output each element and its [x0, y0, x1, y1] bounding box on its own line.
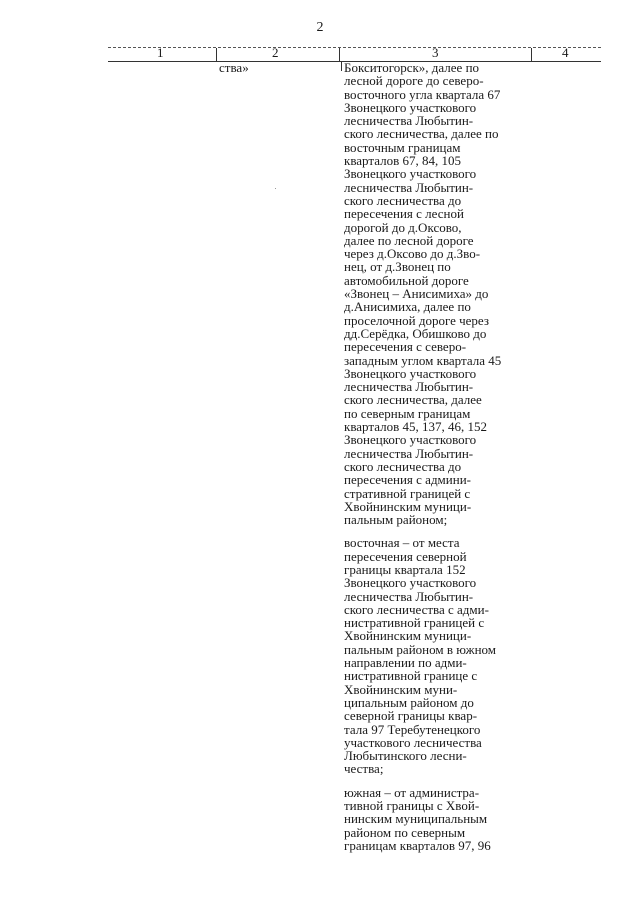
text-line: дд.Серёдка, Обишково до: [344, 325, 487, 341]
text-line: дорогой до д.Оксово,: [344, 219, 462, 235]
text-line: нинским муниципальным: [344, 811, 488, 827]
column-header-3: 3: [432, 45, 439, 60]
column-3-paragraph: [344, 536, 534, 775]
text-line: ского лесничества, далее: [344, 392, 482, 408]
column-header-4: 4: [562, 45, 569, 60]
text-line: кварталов 45, 137, 46, 152: [344, 419, 487, 435]
text-line: далее по лесной дороге: [344, 232, 474, 248]
text-line: ского лесничества, далее по: [344, 126, 499, 142]
text-line: границам кварталов 97, 96: [344, 837, 491, 853]
text-line: Любытинского лесни-: [344, 748, 467, 764]
column-3-paragraph: [344, 786, 534, 852]
text-line: лесничества Любытин-: [344, 179, 474, 195]
column-divider-2: [339, 48, 340, 61]
text-line: через д.Оксово до д.Зво-: [344, 246, 481, 262]
text-line: Хвойнинским муници-: [344, 628, 472, 644]
text-line: лесной дороге до северо-: [344, 73, 484, 89]
text-line: д.Анисимиха, далее по: [344, 299, 471, 315]
text-line: Звонецкого участкового: [344, 432, 477, 448]
text-line: пересечения северной: [344, 548, 467, 564]
text-line: Бокситогорск», далее по: [344, 60, 480, 75]
text-line: нистративной границей с: [344, 615, 485, 631]
text-line: Звонецкого участкового: [344, 365, 477, 381]
scan-speck: [275, 188, 276, 189]
column-3-paragraph: [344, 61, 534, 526]
text-line: Звонецкого участкового: [344, 575, 477, 591]
text-line: Хвойнинским муници-: [344, 498, 472, 514]
text-line: пересечения с админи-: [344, 472, 471, 488]
text-line: северной границы квар-: [344, 708, 478, 724]
column-divider-2-body: [341, 61, 342, 71]
text-line: пересечения с северо-: [344, 339, 467, 355]
text-line: «Звонец – Анисимиха» до: [344, 286, 489, 302]
text-line: нистративной границе с: [344, 668, 478, 684]
text-line: границы квартала 152: [344, 561, 466, 577]
text-line: лесничества Любытин-: [344, 588, 474, 604]
text-line: ского лесничества с адми-: [344, 601, 489, 617]
text-line: Звонецкого участкового: [344, 99, 477, 115]
text-line: пересечения с лесной: [344, 206, 464, 222]
text-line: чества;: [344, 761, 384, 777]
text-line: лесничества Любытин-: [344, 113, 474, 129]
column-header-2: 2: [272, 45, 279, 60]
text-line: восточным границам: [344, 139, 461, 155]
text-line: Звонецкого участкового: [344, 166, 477, 182]
text-line: западным углом квартала 45: [344, 352, 502, 368]
text-line: районом по северным: [344, 824, 466, 840]
text-line: лесничества Любытин-: [344, 445, 474, 461]
column-divider-3: [531, 48, 532, 61]
text-line: ского лесничества до: [344, 192, 462, 208]
text-line: восточного угла квартала 67: [344, 86, 501, 102]
text-line: Хвойнинским муни-: [344, 681, 458, 697]
text-line: кварталов 67, 84, 105: [344, 153, 461, 169]
text-line: по северным границам: [344, 405, 471, 421]
text-line: лесничества Любытин-: [344, 379, 474, 395]
text-line: тала 97 Теребутенецкого: [344, 721, 481, 737]
text-line: ского лесничества до: [344, 458, 462, 474]
text-line: нец, от д.Звонец по: [344, 259, 451, 275]
text-line: восточная – от места: [344, 535, 460, 551]
column-3-cell: [344, 61, 534, 862]
text-line: пальным районом;: [344, 512, 448, 528]
table-top-rule: [108, 47, 601, 48]
column-header-1: 1: [157, 45, 164, 60]
text-line: стративной границей с: [344, 485, 471, 501]
column-2-cell-text: ства»: [219, 60, 249, 75]
text-line: ципальным районом до: [344, 694, 474, 710]
text-line: пальным районом в южном: [344, 641, 497, 657]
text-line: южная – от администра-: [344, 784, 480, 800]
text-line: участкового лесничества: [344, 734, 482, 750]
text-line: проселочной дороге через: [344, 312, 489, 328]
column-divider-1: [216, 48, 217, 61]
text-line: направлении по адми-: [344, 655, 467, 671]
page-number: 2: [316, 20, 324, 35]
text-line: автомобильной дороге: [344, 272, 469, 288]
text-line: тивной границы с Хвой-: [344, 798, 480, 814]
